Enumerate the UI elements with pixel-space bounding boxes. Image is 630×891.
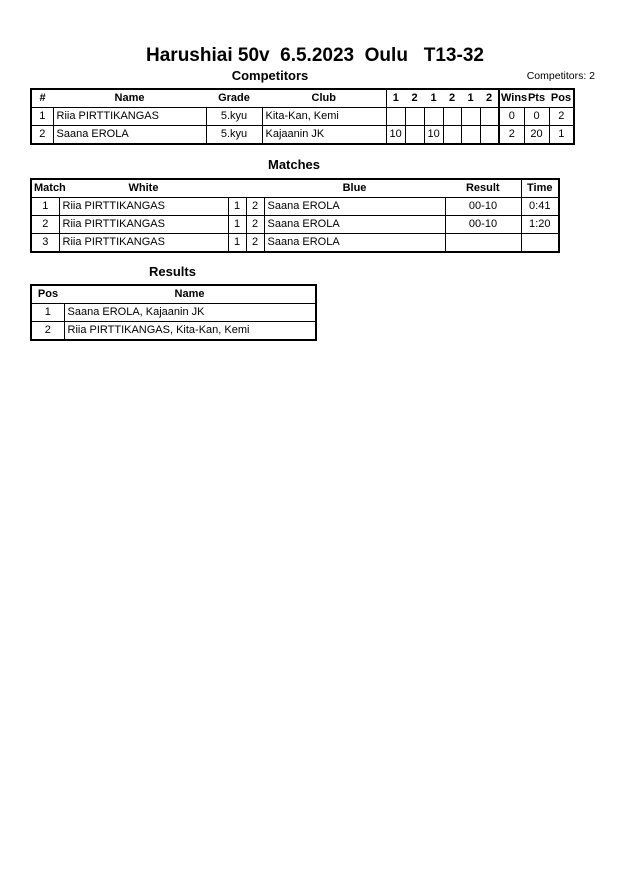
col-header-blue: Blue: [264, 179, 445, 198]
col-header-score5: 1: [461, 89, 480, 108]
cell-name: Riia PIRTTIKANGAS: [53, 108, 206, 126]
cell-blue-name: Saana EROLA: [264, 234, 445, 253]
col-header-score4: 2: [443, 89, 461, 108]
cell-grade: 5.kyu: [206, 126, 262, 145]
competitor-row: [31, 126, 574, 145]
col-header-blue-number: [246, 179, 264, 198]
cell-white-name: Riia PIRTTIKANGAS: [59, 216, 228, 234]
cell-time: [521, 234, 559, 253]
cell-score: [424, 108, 443, 126]
col-header-pos: Pos: [549, 89, 574, 108]
col-header-number: #: [31, 89, 53, 108]
cell-pos: 2: [31, 322, 64, 341]
cell-score: [461, 126, 480, 145]
cell-blue-number: 2: [246, 234, 264, 253]
cell-pos: 1: [31, 304, 64, 322]
cell-club: Kajaanin JK: [262, 126, 386, 145]
col-header-wins: Wins: [499, 89, 524, 108]
page-title: Harushiai 50v 6.5.2023 Oulu T13-32: [146, 45, 484, 66]
competitor-row: [31, 108, 574, 126]
cell-score: [480, 126, 499, 145]
cell-match-number: 2: [31, 216, 59, 234]
cell-result: 00-10: [445, 198, 521, 216]
cell-white-number: 1: [228, 216, 246, 234]
competitors-table: [30, 88, 575, 145]
cell-blue-name: Saana EROLA: [264, 198, 445, 216]
match-row: [31, 234, 559, 253]
col-header-score2: 2: [405, 89, 424, 108]
cell-result: 00-10: [445, 216, 521, 234]
col-header-name: Name: [53, 89, 206, 108]
matches-table: [30, 178, 560, 253]
cell-time: 0:41: [521, 198, 559, 216]
cell-white-name: Riia PIRTTIKANGAS: [59, 198, 228, 216]
cell-name: Saana EROLA: [53, 126, 206, 145]
cell-match-number: 1: [31, 198, 59, 216]
col-header-match: Match: [31, 179, 59, 198]
col-header-grade: Grade: [206, 89, 262, 108]
matches-heading: Matches: [267, 157, 321, 172]
cell-number: 2: [31, 126, 53, 145]
cell-pos: 2: [549, 108, 574, 126]
cell-name: Saana EROLA, Kajaanin JK: [64, 304, 316, 322]
cell-pts: 0: [524, 108, 549, 126]
cell-wins: 2: [499, 126, 524, 145]
cell-score: [443, 108, 461, 126]
cell-score: [386, 108, 405, 126]
match-row: [31, 198, 559, 216]
cell-white-number: 1: [228, 234, 246, 253]
cell-blue-name: Saana EROLA: [264, 216, 445, 234]
cell-score: [405, 126, 424, 145]
competitors-heading: Competitors: [231, 68, 309, 83]
col-header-white-number: [228, 179, 246, 198]
cell-white-name: Riia PIRTTIKANGAS: [59, 234, 228, 253]
cell-score: [405, 108, 424, 126]
cell-blue-number: 2: [246, 216, 264, 234]
col-header-club: Club: [262, 89, 386, 108]
cell-match-number: 3: [31, 234, 59, 253]
col-header-name: Name: [64, 285, 316, 304]
result-row: [31, 304, 316, 322]
results-table: [30, 284, 317, 341]
col-header-pos: Pos: [31, 285, 64, 304]
competitors-header-row: [31, 89, 574, 108]
cell-pos: 1: [549, 126, 574, 145]
cell-name: Riia PIRTTIKANGAS, Kita-Kan, Kemi: [64, 322, 316, 341]
col-header-score3: 1: [424, 89, 443, 108]
cell-score: [480, 108, 499, 126]
cell-result: [445, 234, 521, 253]
col-header-score6: 2: [480, 89, 499, 108]
col-header-result: Result: [445, 179, 521, 198]
results-heading: Results: [149, 264, 196, 279]
cell-score: [443, 126, 461, 145]
col-header-score1: 1: [386, 89, 405, 108]
cell-white-number: 1: [228, 198, 246, 216]
col-header-white: White: [59, 179, 228, 198]
match-row: [31, 216, 559, 234]
cell-time: 1:20: [521, 216, 559, 234]
cell-pts: 20: [524, 126, 549, 145]
cell-score: [461, 108, 480, 126]
cell-score: 10: [386, 126, 405, 145]
matches-header-row: [31, 179, 559, 198]
cell-grade: 5.kyu: [206, 108, 262, 126]
col-header-time: Time: [521, 179, 559, 198]
cell-blue-number: 2: [246, 198, 264, 216]
col-header-pts: Pts: [524, 89, 549, 108]
cell-club: Kita-Kan, Kemi: [262, 108, 386, 126]
cell-number: 1: [31, 108, 53, 126]
competitors-count-label: Competitors: 2: [526, 70, 595, 82]
result-row: [31, 322, 316, 341]
cell-wins: 0: [499, 108, 524, 126]
results-header-row: [31, 285, 316, 304]
cell-score: 10: [424, 126, 443, 145]
